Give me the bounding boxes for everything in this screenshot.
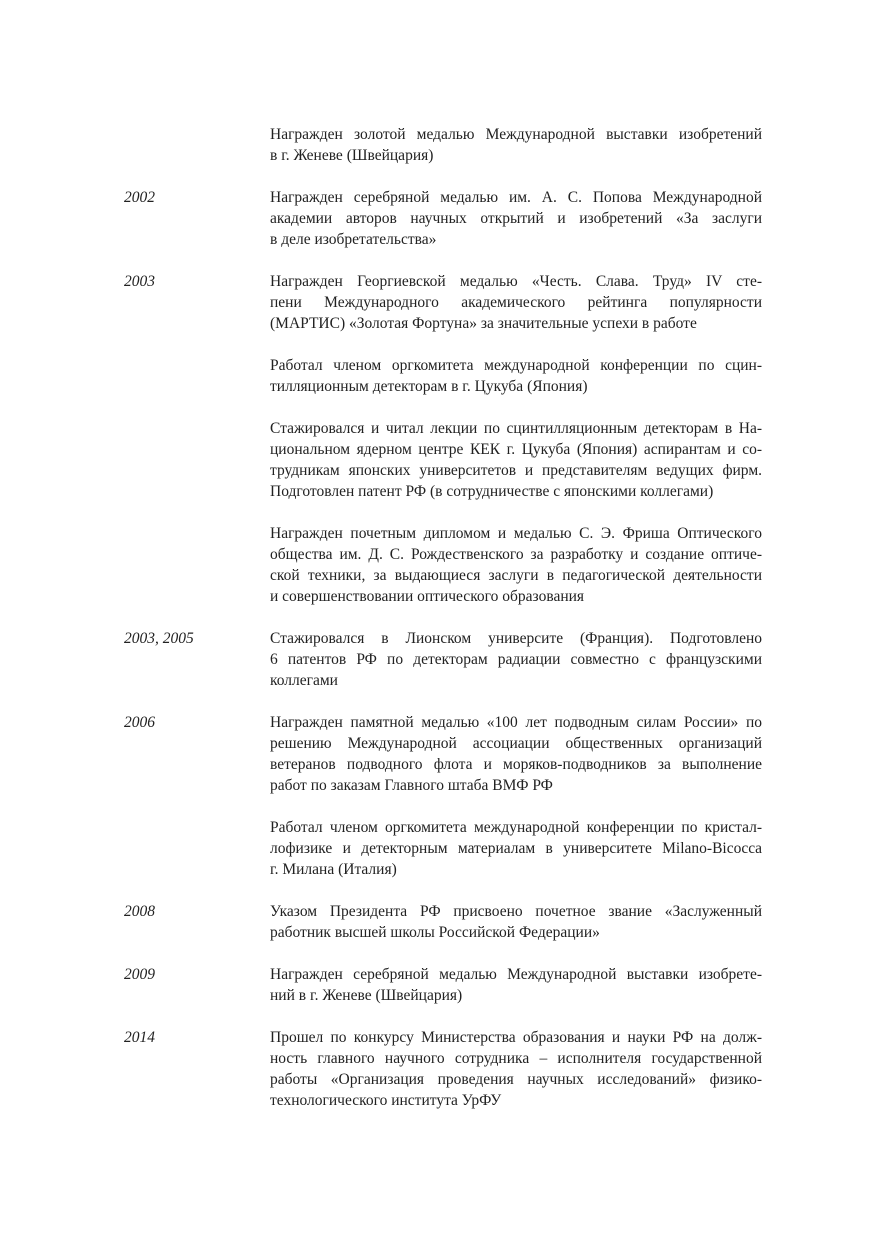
timeline-entry xyxy=(0,418,875,502)
text-line: (МАРТИС) «Золотая Фортуна» за значительные успехи в работе xyxy=(270,315,697,332)
text-line: Работал членом оргкомитета международной конференции по кристал- xyxy=(270,819,762,836)
entry-year: 2002 xyxy=(124,189,155,206)
text-line: ний в г. Женеве (Швейцария) xyxy=(270,987,463,1004)
text-line: общества им. Д. С. Рождественского за разработку и создание оптиче- xyxy=(270,546,762,563)
timeline-entry xyxy=(0,901,875,943)
text-line: в деле изобретательства» xyxy=(270,231,437,248)
timeline-entry xyxy=(0,1027,875,1111)
entry-text xyxy=(270,964,762,1006)
text-line: тилляционным детекторам в г. Цукуба (Япония) xyxy=(270,378,588,395)
timeline-entry xyxy=(0,355,875,397)
text-line: работник высшей школы Российской Федерации» xyxy=(270,924,600,941)
text-line: ность главного научного сотрудника – исполнителя государственной xyxy=(270,1050,762,1067)
text-line: работы «Организация проведения научных исследований» физико- xyxy=(270,1071,762,1088)
entry-text xyxy=(270,187,762,250)
entry-text xyxy=(270,418,762,502)
text-line: работ по заказам Главного штаба ВМФ РФ xyxy=(270,777,553,794)
timeline-entry xyxy=(0,271,875,334)
entry-text xyxy=(270,817,762,880)
entry-year: 2009 xyxy=(124,966,155,983)
entry-text xyxy=(270,523,762,607)
timeline-entry xyxy=(0,523,875,607)
text-line: 6 патентов РФ по детекторам радиации совместно с французскими xyxy=(270,651,762,668)
text-line: ской техники, за выдающиеся заслуги в педагогической деятельности xyxy=(270,567,762,584)
timeline-entry xyxy=(0,628,875,691)
text-line: ветеранов подводного флота и моряков-подводников за выполнение xyxy=(270,756,762,773)
entry-text xyxy=(270,1027,762,1111)
entry-text xyxy=(270,271,762,334)
text-line: коллегами xyxy=(270,672,338,689)
timeline-entry xyxy=(0,712,875,796)
text-line: технологического института УрФУ xyxy=(270,1092,502,1109)
timeline-entry xyxy=(0,124,875,166)
text-line: Прошел по конкурсу Министерства образования и науки РФ на долж- xyxy=(270,1029,762,1046)
text-line: трудникам японских университетов и представителям ведущих фирм. xyxy=(270,462,762,479)
entry-year: 2014 xyxy=(124,1029,155,1046)
text-line: академии авторов научных открытий и изобретений «За заслуги xyxy=(270,210,762,227)
text-line: Награжден памятной медалью «100 лет подводным силам России» по xyxy=(270,714,762,731)
text-line: Награжден серебряной медалью им. А. С. Попова Международной xyxy=(270,189,762,206)
text-line: Указом Президента РФ присвоено почетное звание «Заслуженный xyxy=(270,903,762,920)
text-line: пени Международного академического рейтинга популярности xyxy=(270,294,762,311)
timeline-entry xyxy=(0,964,875,1006)
text-line: г. Милана (Италия) xyxy=(270,861,397,878)
text-line: Награжден золотой медалью Международной выставки изобретений xyxy=(270,126,762,143)
timeline-entry xyxy=(0,187,875,250)
entry-text xyxy=(270,124,762,166)
entry-text xyxy=(270,901,762,943)
text-line: Стажировался и читал лекции по сцинтилляционным детекторам в На- xyxy=(270,420,762,437)
entry-text xyxy=(270,712,762,796)
entry-year: 2008 xyxy=(124,903,155,920)
timeline-entry xyxy=(0,817,875,880)
text-line: решению Международной ассоциации общественных организаций xyxy=(270,735,762,752)
entry-year: 2003, 2005 xyxy=(124,630,194,647)
text-line: лофизике и детекторным материалам в университете Milano-Bicocca xyxy=(270,840,762,857)
text-line: циональном ядерном центре КЕК г. Цукуба (Япония) аспирантам и со- xyxy=(270,441,762,458)
text-line: в г. Женеве (Швейцария) xyxy=(270,147,434,164)
text-line: Награжден серебряной медалью Международной выставки изобрете- xyxy=(270,966,762,983)
entry-text xyxy=(270,628,762,691)
entry-year: 2003 xyxy=(124,273,155,290)
text-line: Подготовлен патент РФ (в сотрудничестве с японскими коллегами) xyxy=(270,483,714,500)
document-page xyxy=(0,124,875,1132)
text-line: Награжден почетным дипломом и медалью С. Э. Фриша Оптического xyxy=(270,525,762,542)
entry-year: 2006 xyxy=(124,714,155,731)
text-line: и совершенствовании оптического образования xyxy=(270,588,585,605)
entry-text xyxy=(270,355,762,397)
text-line: Награжден Георгиевской медалью «Честь. Слава. Труд» IV сте- xyxy=(270,273,762,290)
text-line: Работал членом оргкомитета международной конференции по сцин- xyxy=(270,357,762,374)
text-line: Стажировался в Лионском университе (Франция). Подготовлено xyxy=(270,630,762,647)
